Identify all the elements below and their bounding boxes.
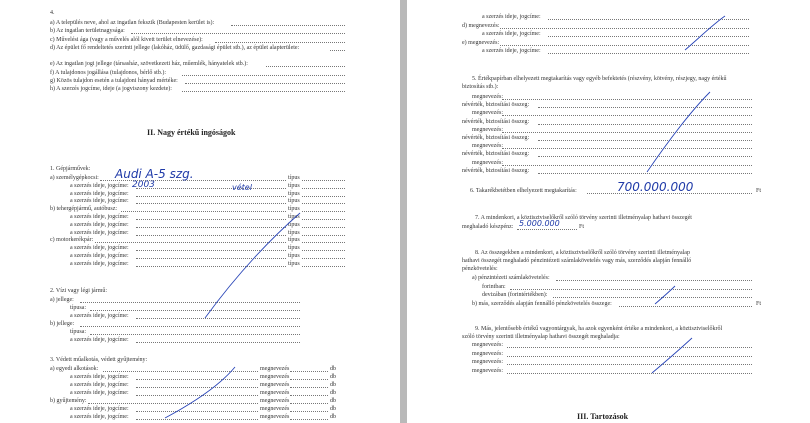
artwork-name-label: megnevezés bbox=[260, 382, 290, 388]
account-row-label: devizában (forintértékben): bbox=[482, 292, 548, 298]
other-asset-row-label: megnevezés: bbox=[472, 350, 503, 357]
account-row-label: a) pénzintézeti számlakövetelés: bbox=[472, 275, 550, 281]
vehicle-type-label: típus bbox=[288, 221, 300, 228]
artwork-row-label: a szerzés ideje, jogcíme: bbox=[70, 382, 129, 388]
artwork-row-label: b) gyűjtemény: bbox=[50, 398, 87, 404]
artwork-name-label: megnevezés bbox=[260, 366, 290, 372]
other-asset-row-label: megnevezés: bbox=[472, 342, 503, 348]
section-4-number: 4. bbox=[50, 10, 55, 16]
other-assets-text-cont: szóló törvény szerinti illetményalap hathavi összegét meghaladja: bbox=[462, 334, 620, 340]
artwork-count-label: db bbox=[330, 398, 336, 404]
vehicle-row-label: b) tehergépjármű, autóbusz: bbox=[50, 206, 118, 213]
vehicle-type-label: típus bbox=[288, 206, 300, 213]
artwork-row-label: a szerzés ideje, jogcíme: bbox=[70, 414, 129, 420]
vehicle-row-label: a szerzés ideje, jogcíme: bbox=[70, 190, 129, 197]
handwritten-car: Audi A-5 szg. bbox=[115, 167, 194, 181]
vehicle-row-label: a szerzés ideje, jogcíme: bbox=[70, 229, 129, 236]
securities-row-label: megnevezés: bbox=[472, 143, 503, 150]
artwork-row-label: a) egyedi alkotások: bbox=[50, 366, 99, 372]
vehicle-row-label: a szerzés ideje, jogcíme: bbox=[70, 198, 129, 205]
strike-through-lines bbox=[0, 0, 400, 423]
artwork-count-label: db bbox=[330, 406, 336, 412]
property-field-label: e) Az ingatlan jogi jellege (társasház, szövetkezeti ház, műemlék, hányatelek stb.): bbox=[50, 61, 248, 68]
artwork-row-label: a szerzés ideje, jogcíme: bbox=[70, 406, 129, 412]
left-page bbox=[0, 0, 400, 423]
savings-label: 6. Takarékbetétben elhelyezett megtakarítás: bbox=[470, 188, 577, 194]
property-field-label: f) A tulajdonos jogállása (tulajdonos, bérlő stb.): bbox=[50, 69, 166, 76]
savings-handwritten-value: 700.000.000 bbox=[617, 180, 694, 194]
artwork-row-label: a szerzés ideje, jogcíme: bbox=[70, 374, 129, 380]
property-field-label: c) Művelési ága (vagy a művelés alól kivett terület elnevezése): bbox=[50, 36, 203, 43]
artwork-count-label: db bbox=[330, 390, 336, 396]
right-page bbox=[407, 0, 810, 423]
securities-row-label: névérték, biztosítási összeg: bbox=[462, 151, 530, 158]
vehicle-type-label: típus bbox=[288, 198, 300, 205]
securities-row-label: névérték, biztosítási összeg: bbox=[462, 102, 530, 109]
vehicle-type-label: típus bbox=[288, 214, 300, 220]
securities-row-label: névérték, biztosítási összeg: bbox=[462, 135, 530, 141]
vehicle-row-label: a szerzés ideje, jogcíme: bbox=[70, 245, 129, 252]
handwritten-year: 2003 bbox=[132, 180, 155, 190]
vehicle-type-label: típus bbox=[288, 182, 300, 189]
account-row-label: forintban: bbox=[482, 283, 506, 290]
accounts-text-cont2: pénzkövetelés: bbox=[462, 266, 498, 272]
artwork-name-label: megnevezés bbox=[260, 406, 290, 412]
securities-row-label: megnevezés: bbox=[472, 94, 503, 100]
vessel-title: 2. Vízi vagy légi jármű: bbox=[50, 288, 108, 294]
property-field-label: a) A település neve, ahol az ingatlan fekszik (Budapesten kerület is): bbox=[50, 20, 215, 26]
item-row-label: a szerzés ideje, jogcíme: bbox=[482, 31, 541, 37]
vehicle-type-label: típus bbox=[288, 175, 300, 181]
property-field-label: b) Az ingatlan területnagysága: bbox=[50, 28, 125, 35]
artwork-name-label: megnevezés bbox=[260, 398, 290, 404]
securities-row-label: megnevezés: bbox=[472, 126, 503, 133]
section-2-heading: II. Nagy értékű ingóságok bbox=[147, 128, 236, 137]
other-assets-text: 9. Más, jelentősebb értékű vagyontárgyak, ha azok egyenként értéke a mindenkori, a köztisztviselőkről bbox=[475, 326, 723, 332]
artwork-name-label: megnevezés bbox=[260, 390, 290, 396]
vehicle-type-label: típus bbox=[288, 229, 300, 236]
vehicle-row-label: a) személygépkocsi: bbox=[50, 175, 99, 181]
vehicle-row-label: a szerzés ideje, jogcíme: bbox=[70, 221, 129, 228]
vessel-row-label: típusa: bbox=[70, 305, 86, 311]
vehicle-row-label: a szerzés ideje, jogcíme: bbox=[70, 260, 129, 267]
strike-through-lines bbox=[407, 0, 810, 423]
securities-text: 5. Értékpapírban elhelyezett megtakarítás vagy egyéb befektetés (részvény, kötvény, részjegy, nagy értékű bbox=[472, 76, 727, 82]
artwork-count-label: db bbox=[330, 382, 336, 388]
item-row-label: d) megnevezés: bbox=[462, 22, 500, 29]
other-asset-row-label: megnevezés: bbox=[472, 359, 503, 365]
accounts-text: 8. Az összegekben a mindenkori, a köztisztviselőkről szóló törvény szerinti illetményalap bbox=[475, 250, 690, 256]
artwork-name-label: megnevezés bbox=[260, 374, 290, 380]
section-3-heading: III. Tartozások bbox=[577, 412, 629, 421]
cash-text: 7. A mindenkori, a köztisztviselőkről szóló törvény szerinti illetményalap hathavi összegét bbox=[475, 215, 692, 221]
item-row-label: a szerzés ideje, jogcíme: bbox=[482, 14, 541, 20]
vessel-row-label: a) jellege: bbox=[50, 297, 74, 303]
property-field-label: h) A szerzés jogcíme, ideje (a jogviszony kezdete): bbox=[50, 86, 172, 93]
accounts-currency: Ft bbox=[756, 301, 762, 307]
vessel-row-label: típusa: bbox=[70, 329, 86, 335]
artwork-count-label: db bbox=[330, 414, 336, 420]
vehicle-type-label: típus bbox=[288, 190, 300, 197]
artwork-title: 3. Védett műalkotás, védett gyűjtemény: bbox=[50, 357, 148, 363]
vessel-row-label: a szerzés ideje, jogcíme: bbox=[70, 337, 129, 343]
artwork-count-label: db bbox=[330, 374, 336, 380]
securities-row-label: megnevezés: bbox=[472, 110, 503, 117]
savings-currency: Ft bbox=[756, 188, 762, 194]
artwork-name-label: megnevezés bbox=[260, 414, 290, 420]
item-row-label: e) megnevezés: bbox=[462, 39, 500, 46]
vehicle-type-label: típus bbox=[288, 253, 300, 259]
handwritten-acquisition: vétel bbox=[232, 183, 252, 192]
artwork-row-label: a szerzés ideje, jogcíme: bbox=[70, 390, 129, 396]
item-row-label: a szerzés ideje, jogcíme: bbox=[482, 48, 541, 54]
vehicle-row-label: a szerzés ideje, jogcíme: bbox=[70, 214, 129, 220]
vehicle-type-label: típus bbox=[288, 260, 300, 267]
accounts-text-cont: hathavi összegét meghaladó pénzintézeti számlakövetelés vagy más, szerződés alapján fennálló bbox=[462, 258, 692, 264]
vehicle-type-label: típus bbox=[288, 245, 300, 252]
vessel-row-label: b) jellege: bbox=[50, 321, 75, 327]
securities-row-label: névérték, biztosítási összeg: bbox=[462, 118, 530, 125]
account-row-label: b) más, szerződés alapján fennálló pénzkövetelés összege: bbox=[472, 300, 612, 307]
vehicle-row-label: a szerzés ideje, jogcíme: bbox=[70, 182, 129, 189]
securities-row-label: névérték, biztosítási összeg: bbox=[462, 167, 530, 174]
artwork-count-label: db bbox=[330, 366, 336, 372]
property-field-label: g) Közös tulajdon esetén a tulajdoni hányad mértéke: bbox=[50, 77, 178, 84]
securities-text-cont: biztosítás stb.): bbox=[462, 84, 499, 90]
other-asset-row-label: megnevezés: bbox=[472, 367, 503, 374]
cash-currency: Ft bbox=[579, 224, 585, 230]
vehicle-row-label: c) motorkerékpár: bbox=[50, 237, 94, 244]
securities-row-label: megnevezés: bbox=[472, 159, 503, 166]
cash-text-cont: meghaladó készpénz: bbox=[462, 224, 514, 230]
vehicles-title: 1. Gépjárművek: bbox=[50, 166, 91, 172]
property-field-label: d) Az épület fő rendeltetés szerinti jellege (lakóház, üdülő, gazdasági épület stb.), az épület alapterülete: bbox=[50, 44, 300, 51]
vessel-row-label: a szerzés ideje, jogcíme: bbox=[70, 313, 129, 319]
vehicle-row-label: a szerzés ideje, jogcíme: bbox=[70, 253, 129, 259]
vehicle-type-label: típus bbox=[288, 237, 300, 244]
cash-handwritten-value: 5.000.000 bbox=[519, 219, 560, 228]
